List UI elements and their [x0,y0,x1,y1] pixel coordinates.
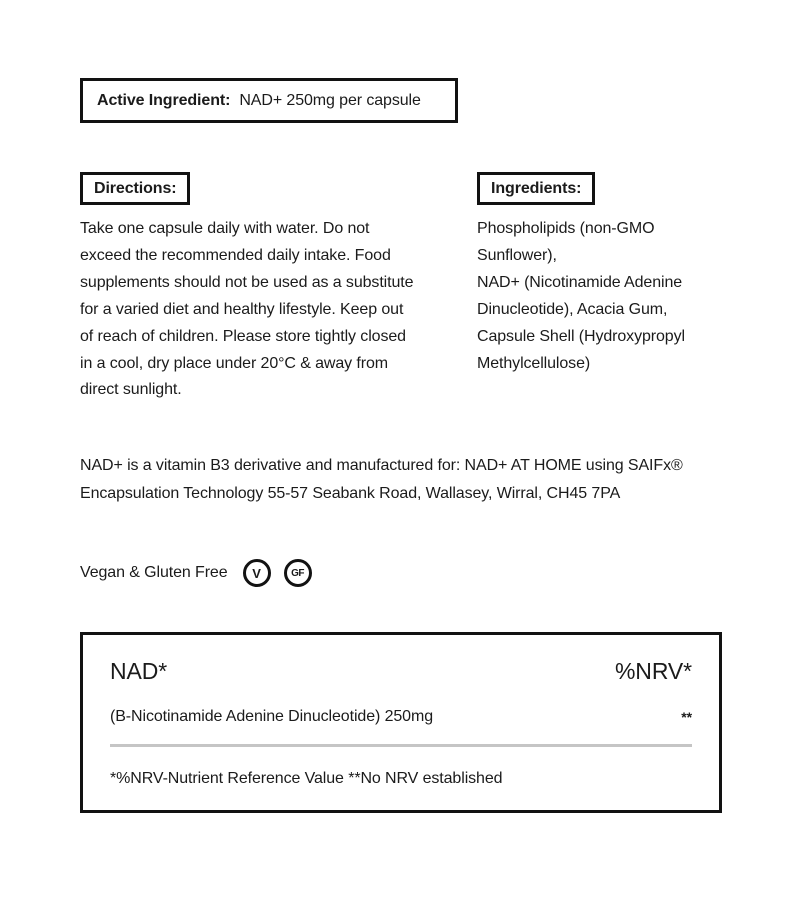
ingredients-line: Methylcellulose) [477,354,591,372]
nrv-footnote: *%NRV-Nutrient Reference Value **No NRV established [110,770,503,787]
directions-heading: Directions: [80,172,190,205]
vegan-badge-icon: V [243,559,271,587]
dietary-label: Vegan & Gluten Free [80,564,228,581]
ingredients-line: Capsule Shell (Hydroxypropyl [477,327,685,345]
nrv-value: ** [681,709,692,725]
ingredients-line: Dinucleotide), Acacia Gum, [477,300,668,318]
gluten-free-badge-icon: GF [284,559,312,587]
manufacturer-line: NAD+ is a vitamin B3 derivative and manufactured for: NAD+ AT HOME using SAIFx® [80,457,683,474]
ingredients-line: Sunflower), [477,246,557,264]
nrv-column-header: %NRV* [614,658,692,684]
manufacturer-statement [80,452,750,507]
dietary-claims [80,558,312,588]
directions-line: in a cool, dry place under 20°C & away from [80,354,389,372]
directions-line: of reach of children. Please store tightly closed [80,327,406,345]
directions-text [80,216,480,404]
ingredients-heading: Ingredients: [477,172,595,205]
ingredients-line: Phospholipids (non-GMO [477,220,655,237]
active-ingredient-label: Active Ingredient: [97,91,231,109]
nutrient-name: NAD* [110,658,168,684]
nrv-header-row [110,657,692,685]
directions-line: direct sunlight. [80,381,182,399]
nrv-description-row [110,707,692,727]
manufacturer-line: Encapsulation Technology 55-57 Seabank Road, Wallasey, Wirral, CH45 7PA [80,484,621,502]
nrv-divider [110,744,692,747]
nutrient-description: (B-Nicotinamide Adenine Dinucleotide) 250mg [110,708,433,725]
directions-line: exceed the recommended daily intake. Food [80,246,391,264]
directions-line: supplements should not be used as a substitute [80,273,414,291]
active-ingredient-value: NAD+ 250mg per capsule [239,91,421,109]
ingredients-line: NAD+ (Nicotinamide Adenine [477,273,683,291]
directions-line: Take one capsule daily with water. Do not [80,220,370,237]
nrv-panel [80,632,722,813]
directions-line: for a varied diet and healthy lifestyle. Keep out [80,300,404,318]
active-ingredient-box [80,78,458,123]
ingredients-text [477,216,797,377]
